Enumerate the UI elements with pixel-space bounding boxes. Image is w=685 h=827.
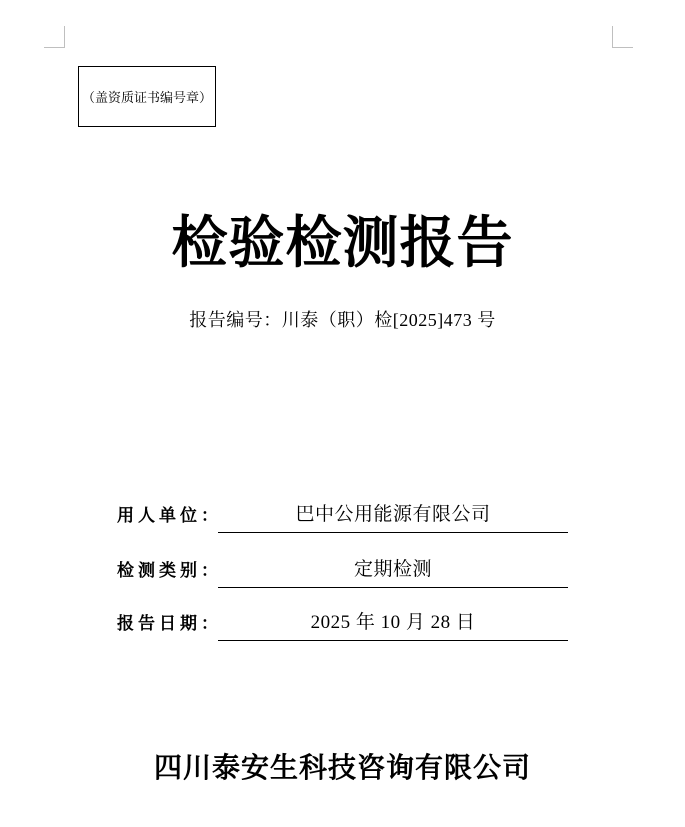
issuing-company-name: 四川泰安生科技咨询有限公司 [153, 753, 531, 784]
report-title: 检验检测报告 [171, 213, 514, 275]
inspection-type-field-label: 检测类别： [117, 561, 222, 580]
certificate-stamp-label: （盖资质证书编号章） [81, 90, 212, 105]
text-boundary-mark-top-right-icon [612, 26, 633, 48]
report-date-field-underline [218, 612, 568, 641]
certificate-stamp-box [78, 66, 216, 127]
employer-field-underline [218, 504, 568, 533]
report-date-field-value: 2025 年 10 月 28 日 [310, 612, 476, 633]
report-number: 报告编号：川泰（职）检[2025]473 号 [189, 310, 496, 330]
employer-field-value: 巴中公用能源有限公司 [295, 504, 491, 525]
field-row-report-date [117, 611, 568, 641]
employer-field-label: 用人单位： [117, 506, 222, 525]
field-row-inspection-type [117, 558, 568, 588]
inspection-type-field-underline [218, 559, 568, 588]
report-date-field-label: 报告日期： [117, 614, 222, 633]
field-row-employer [117, 503, 568, 533]
inspection-type-field-value: 定期检测 [353, 559, 432, 580]
text-boundary-mark-top-left-icon [44, 26, 65, 48]
